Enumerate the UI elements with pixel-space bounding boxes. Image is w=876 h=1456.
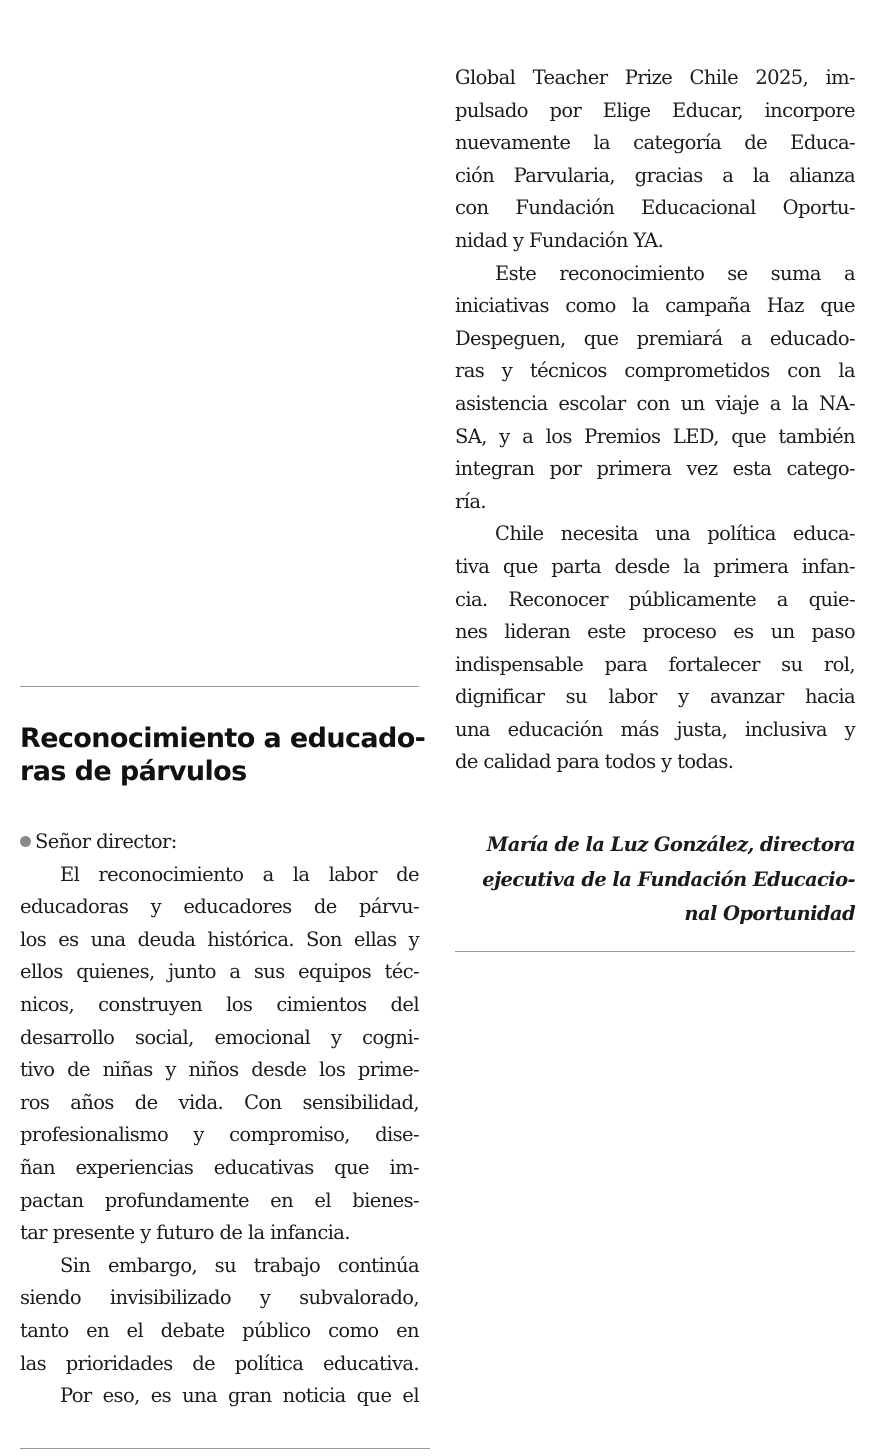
bullet-icon — [20, 836, 31, 847]
text-line: tar presente y futuro de la infancia. — [20, 1221, 350, 1245]
top-divider — [20, 686, 419, 687]
text-line: Global Teacher Prize Chile 2025, im- — [455, 66, 855, 89]
text-line: Por eso, es una gran noticia que el — [60, 1384, 419, 1408]
text-line: ción Parvularia, gracias a la alianza — [455, 163, 855, 187]
text-line: siendo invisibilizado y subvalorado, — [20, 1286, 419, 1310]
text-line: profesionalismo y compromiso, dise- — [20, 1123, 419, 1147]
headline-line: ras de párvulos — [20, 756, 247, 787]
text-line: Este reconocimiento se suma a — [495, 261, 855, 285]
text-line: El reconocimiento a la labor de — [60, 862, 419, 886]
text-line: pactan profundamente en el bienes- — [20, 1188, 419, 1212]
text-line: de calidad para todos y todas. — [455, 750, 734, 774]
text-line: nidad y Fundación YA. — [455, 228, 664, 252]
headline-line: Reconocimiento a educado- — [20, 723, 426, 754]
text-line: ros años de vida. Con sensibilidad, — [20, 1090, 419, 1114]
text-line: pulsado por Elige Educar, incorpore — [455, 98, 855, 122]
text-line: iniciativas como la campaña Haz que — [455, 294, 855, 318]
text-line: asistencia escolar con un viaje a la NA- — [455, 391, 855, 415]
text-line: las prioridades de política educativa. — [20, 1351, 419, 1375]
text-line: ellos quienes, junto a sus equipos téc- — [20, 960, 419, 984]
text-line: ría. — [455, 489, 486, 513]
bottom-divider — [20, 1448, 430, 1449]
text-line: tivo de niñas y niños desde los prime- — [20, 1058, 419, 1082]
signature-line: ejecutiva de la Fundación Educacio- — [482, 867, 855, 891]
text-line: cia. Reconocer públicamente a quie- — [455, 587, 855, 611]
text-line: tiva que parta desde la primera infan- — [455, 554, 855, 578]
text-line: ras y técnicos comprometidos con la — [455, 359, 855, 383]
text-line: nuevamente la categoría de Educa- — [455, 131, 855, 155]
salutation-text: Señor director: — [35, 830, 177, 853]
headline — [20, 722, 426, 788]
text-line: integran por primera vez esta catego- — [455, 457, 855, 481]
text-line: Despeguen, que premiará a educado- — [455, 326, 855, 350]
text-line: con Fundación Educacional Oportu- — [455, 196, 855, 220]
text-line: SA, y a los Premios LED, que también — [455, 424, 855, 448]
signature-line: María de la Luz González, directora — [486, 833, 855, 856]
right-divider — [455, 951, 855, 952]
signature — [455, 828, 855, 932]
left-column-body — [20, 826, 419, 1413]
text-line: tanto en el debate público como en — [20, 1318, 419, 1342]
text-line: ñan experiencias educativas que im- — [20, 1155, 419, 1179]
text-line: nes lideran este proceso es un paso — [455, 620, 855, 644]
text-line: desarrollo social, emocional y cogni- — [20, 1025, 419, 1049]
signature-line: nal Oportunidad — [684, 902, 855, 925]
right-column-body — [455, 62, 855, 779]
salutation — [20, 826, 419, 859]
text-line: una educación más justa, inclusiva y — [455, 717, 855, 741]
text-line: Sin embargo, su trabajo continúa — [60, 1253, 419, 1277]
text-line: dignificar su labor y avanzar hacia — [455, 685, 855, 709]
text-line: educadoras y educadores de párvu- — [20, 895, 419, 919]
text-line: indispensable para fortalecer su rol, — [455, 652, 855, 676]
text-line: nicos, construyen los cimientos del — [20, 992, 419, 1016]
text-line: Chile necesita una política educa- — [495, 522, 855, 546]
text-line: los es una deuda histórica. Son ellas y — [20, 927, 419, 951]
